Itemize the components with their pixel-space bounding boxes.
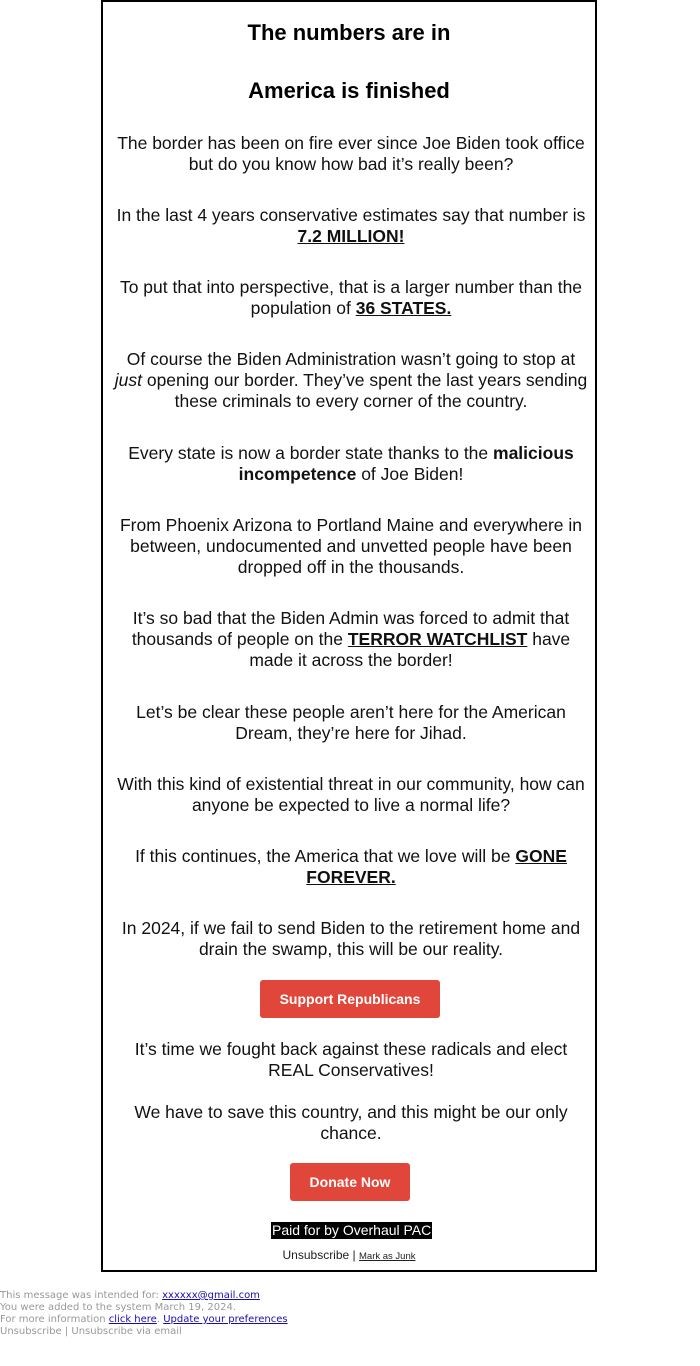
paragraph-9: With this kind of existential threat in our community, how can anyone be expected to live a normal life? — [117, 774, 585, 815]
paragraph-7 — [113, 608, 589, 671]
paragraph-7-strong: TERROR WATCHLIST — [347, 629, 528, 649]
recipient-email-link[interactable]: xxxxxx@gmail.com — [162, 1290, 260, 1301]
unsubscribe-separator: | — [349, 1248, 359, 1262]
click-here-link[interactable]: click here — [108, 1314, 157, 1325]
paragraph-3-text: To put that into perspective, that is a larger number than the population of — [119, 277, 583, 318]
paragraph-2-strong: 7.2 MILLION! — [297, 226, 405, 246]
paragraph-4-em: just — [114, 370, 142, 390]
paragraph-4-b: opening our border. They’ve spent the last years sending these criminals to every corner of the country. — [141, 370, 588, 411]
email-frame — [101, 0, 597, 1272]
donate-now-button[interactable]: Donate Now — [290, 1163, 410, 1201]
paragraph-3-strong: 36 STATES. — [355, 298, 452, 318]
footer-intended-prefix: This message was intended for: — [0, 1290, 163, 1301]
paragraph-12: It’s time we fought back against these radicals and elect REAL Conservatives! — [134, 1039, 568, 1080]
footer-info — [0, 1314, 288, 1326]
paragraph-5 — [113, 443, 589, 485]
footer-unsubscribe[interactable]: Unsubscribe | Unsubscribe via email — [0, 1326, 182, 1337]
paragraph-7-b: have made it across the border! — [249, 629, 571, 670]
footer-info-period: . — [156, 1314, 164, 1325]
paragraph-10-strong: GONE FOREVER. — [306, 846, 567, 887]
footer-intended — [0, 1290, 260, 1302]
headline-1: The numbers are in — [247, 20, 451, 45]
paid-for-disclaimer: Paid for by Overhaul PAC — [272, 1222, 432, 1238]
paragraph-6: From Phoenix Arizona to Portland Maine and everywhere in between, undocumented and unvetted people have been dropped off in the thousands. — [119, 515, 583, 577]
headline-2: America is finished — [248, 78, 450, 103]
update-preferences-link[interactable]: Update your preferences — [163, 1314, 288, 1325]
paragraph-2-text: In the last 4 years conservative estimates say that number is — [116, 205, 586, 225]
paragraph-1: The border has been on fire ever since Joe Biden took office but do you know how bad it’s really been? — [117, 133, 585, 174]
footer-added: You were added to the system March 19, 2024. — [0, 1302, 236, 1313]
paragraph-7-a: It’s so bad that the Biden Admin was forced to admit that thousands of people on the — [131, 608, 570, 649]
paragraph-5-strong: malicious incompetence — [238, 443, 574, 484]
paragraph-4 — [113, 349, 589, 412]
paragraph-4-a: Of course the Biden Administration wasn’t going to stop at — [126, 349, 576, 369]
paragraph-13: We have to save this country, and this might be our only chance. — [134, 1102, 568, 1143]
support-republicans-button[interactable]: Support Republicans — [260, 980, 440, 1018]
footer-info-prefix: For more information — [0, 1314, 109, 1325]
unsubscribe-row — [103, 1248, 595, 1262]
unsubscribe-link[interactable]: Unsubscribe — [282, 1248, 350, 1262]
mark-as-junk-link[interactable]: Mark as Junk — [359, 1251, 416, 1262]
paragraph-10-a: If this continues, the America that we love will be — [135, 846, 516, 866]
paragraph-5-b: of Joe Biden! — [356, 464, 464, 484]
paragraph-5-a: Every state is now a border state thanks to the — [128, 443, 494, 463]
paragraph-10 — [113, 846, 589, 888]
paragraph-3 — [113, 277, 589, 319]
paragraph-11: In 2024, if we fail to send Biden to the retirement home and drain the swamp, this will be our reality. — [121, 918, 581, 959]
paragraph-8: Let’s be clear these people aren’t here for the American Dream, they’re here for Jihad. — [136, 702, 566, 743]
paragraph-2 — [113, 205, 589, 247]
